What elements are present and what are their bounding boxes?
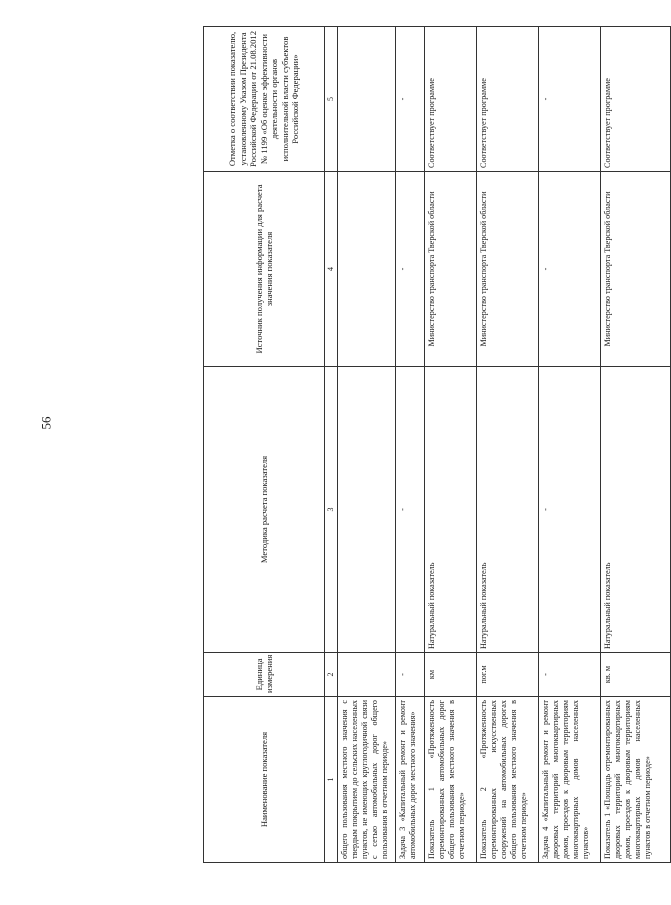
column-number: 1 <box>325 697 338 863</box>
column-number: 3 <box>325 367 338 653</box>
header-indicator-name: Наименование показателя <box>204 697 325 863</box>
mark-cell <box>337 27 395 172</box>
source-cell: Министерство транспорта Тверской области <box>476 172 538 367</box>
indicator-name: Задача 4 «Капитальный ремонт и ремонт дворовых территорий многоквартирных домов, проездов к дворовым территориям многоквартирных домов населенных пунктов» <box>538 697 600 863</box>
unit-cell: - <box>538 653 600 697</box>
rotated-page-content <box>203 27 652 863</box>
source-cell: Министерство транспорта Тверской области <box>600 172 670 367</box>
unit-cell: - <box>395 653 424 697</box>
table-row <box>476 27 538 863</box>
source-cell: - <box>395 172 424 367</box>
header-method: Методика расчета показателя <box>204 367 325 653</box>
table-row <box>337 27 395 863</box>
mark-cell: Соответствует программе <box>600 27 670 172</box>
method-cell: - <box>538 367 600 653</box>
unit-cell: км <box>424 653 476 697</box>
indicator-name: Показатель 2 «Протяженность отремонтированных искусственных сооружений на автомобильных дорогах общего пользования местного значения в отчетном периоде» <box>476 697 538 863</box>
method-cell: - <box>395 367 424 653</box>
table-header-row <box>204 27 325 863</box>
indicator-name: Показатель 1 «Площадь отремонтированных дворовых территорий многоквартирных домов, проездов к дворовым территориям многоквартирных домов населенных пунктов в отчетном периоде» <box>600 697 670 863</box>
method-cell: Натуральный показатель <box>600 367 670 653</box>
header-source: Источник получения информации для расчета значения показателя <box>204 172 325 367</box>
header-compliance-mark: Отметка о соответствии показателю, установленному Указом Президента Российской Федерации от 21.08.2012 № 1199 «Об оценке эффективности деятельности органов исполнительной власти субъектов Российской Федерации» <box>204 27 325 172</box>
method-cell <box>337 367 395 653</box>
mark-cell: Соответствует программе <box>424 27 476 172</box>
unit-cell: кв. м <box>600 653 670 697</box>
table-row <box>538 27 600 863</box>
indicators-table <box>203 26 671 863</box>
column-number: 4 <box>325 172 338 367</box>
indicator-name: общего пользования местного значения с твердым покрытием до сельских населенных пунктов, не имеющих круглогодичной связи с сетью автомобильных дорог общего пользования в отчетном периоде» <box>337 697 395 863</box>
unit-cell <box>337 653 395 697</box>
header-unit: Единица измерения <box>204 653 325 697</box>
column-number: 2 <box>325 653 338 697</box>
table-row <box>424 27 476 863</box>
column-number: 5 <box>325 27 338 172</box>
column-number-row <box>325 27 338 863</box>
method-cell: Натуральный показатель <box>424 367 476 653</box>
page-number: 56 <box>38 416 54 430</box>
source-cell <box>337 172 395 367</box>
table-row <box>395 27 424 863</box>
table-row <box>600 27 670 863</box>
mark-cell: - <box>395 27 424 172</box>
mark-cell: Соответствует программе <box>476 27 538 172</box>
source-cell: - <box>538 172 600 367</box>
method-cell: Натуральный показатель <box>476 367 538 653</box>
indicator-name: Задача 3 «Капитальный ремонт и ремонт автомобильных дорог местного значения» <box>395 697 424 863</box>
indicator-name: Показатель 1 «Протяженность отремонтированных автомобильных дорог общего пользования местного значения в отчетном периоде» <box>424 697 476 863</box>
unit-cell: пог.м <box>476 653 538 697</box>
mark-cell: - <box>538 27 600 172</box>
source-cell: Министерство транспорта Тверской области <box>424 172 476 367</box>
